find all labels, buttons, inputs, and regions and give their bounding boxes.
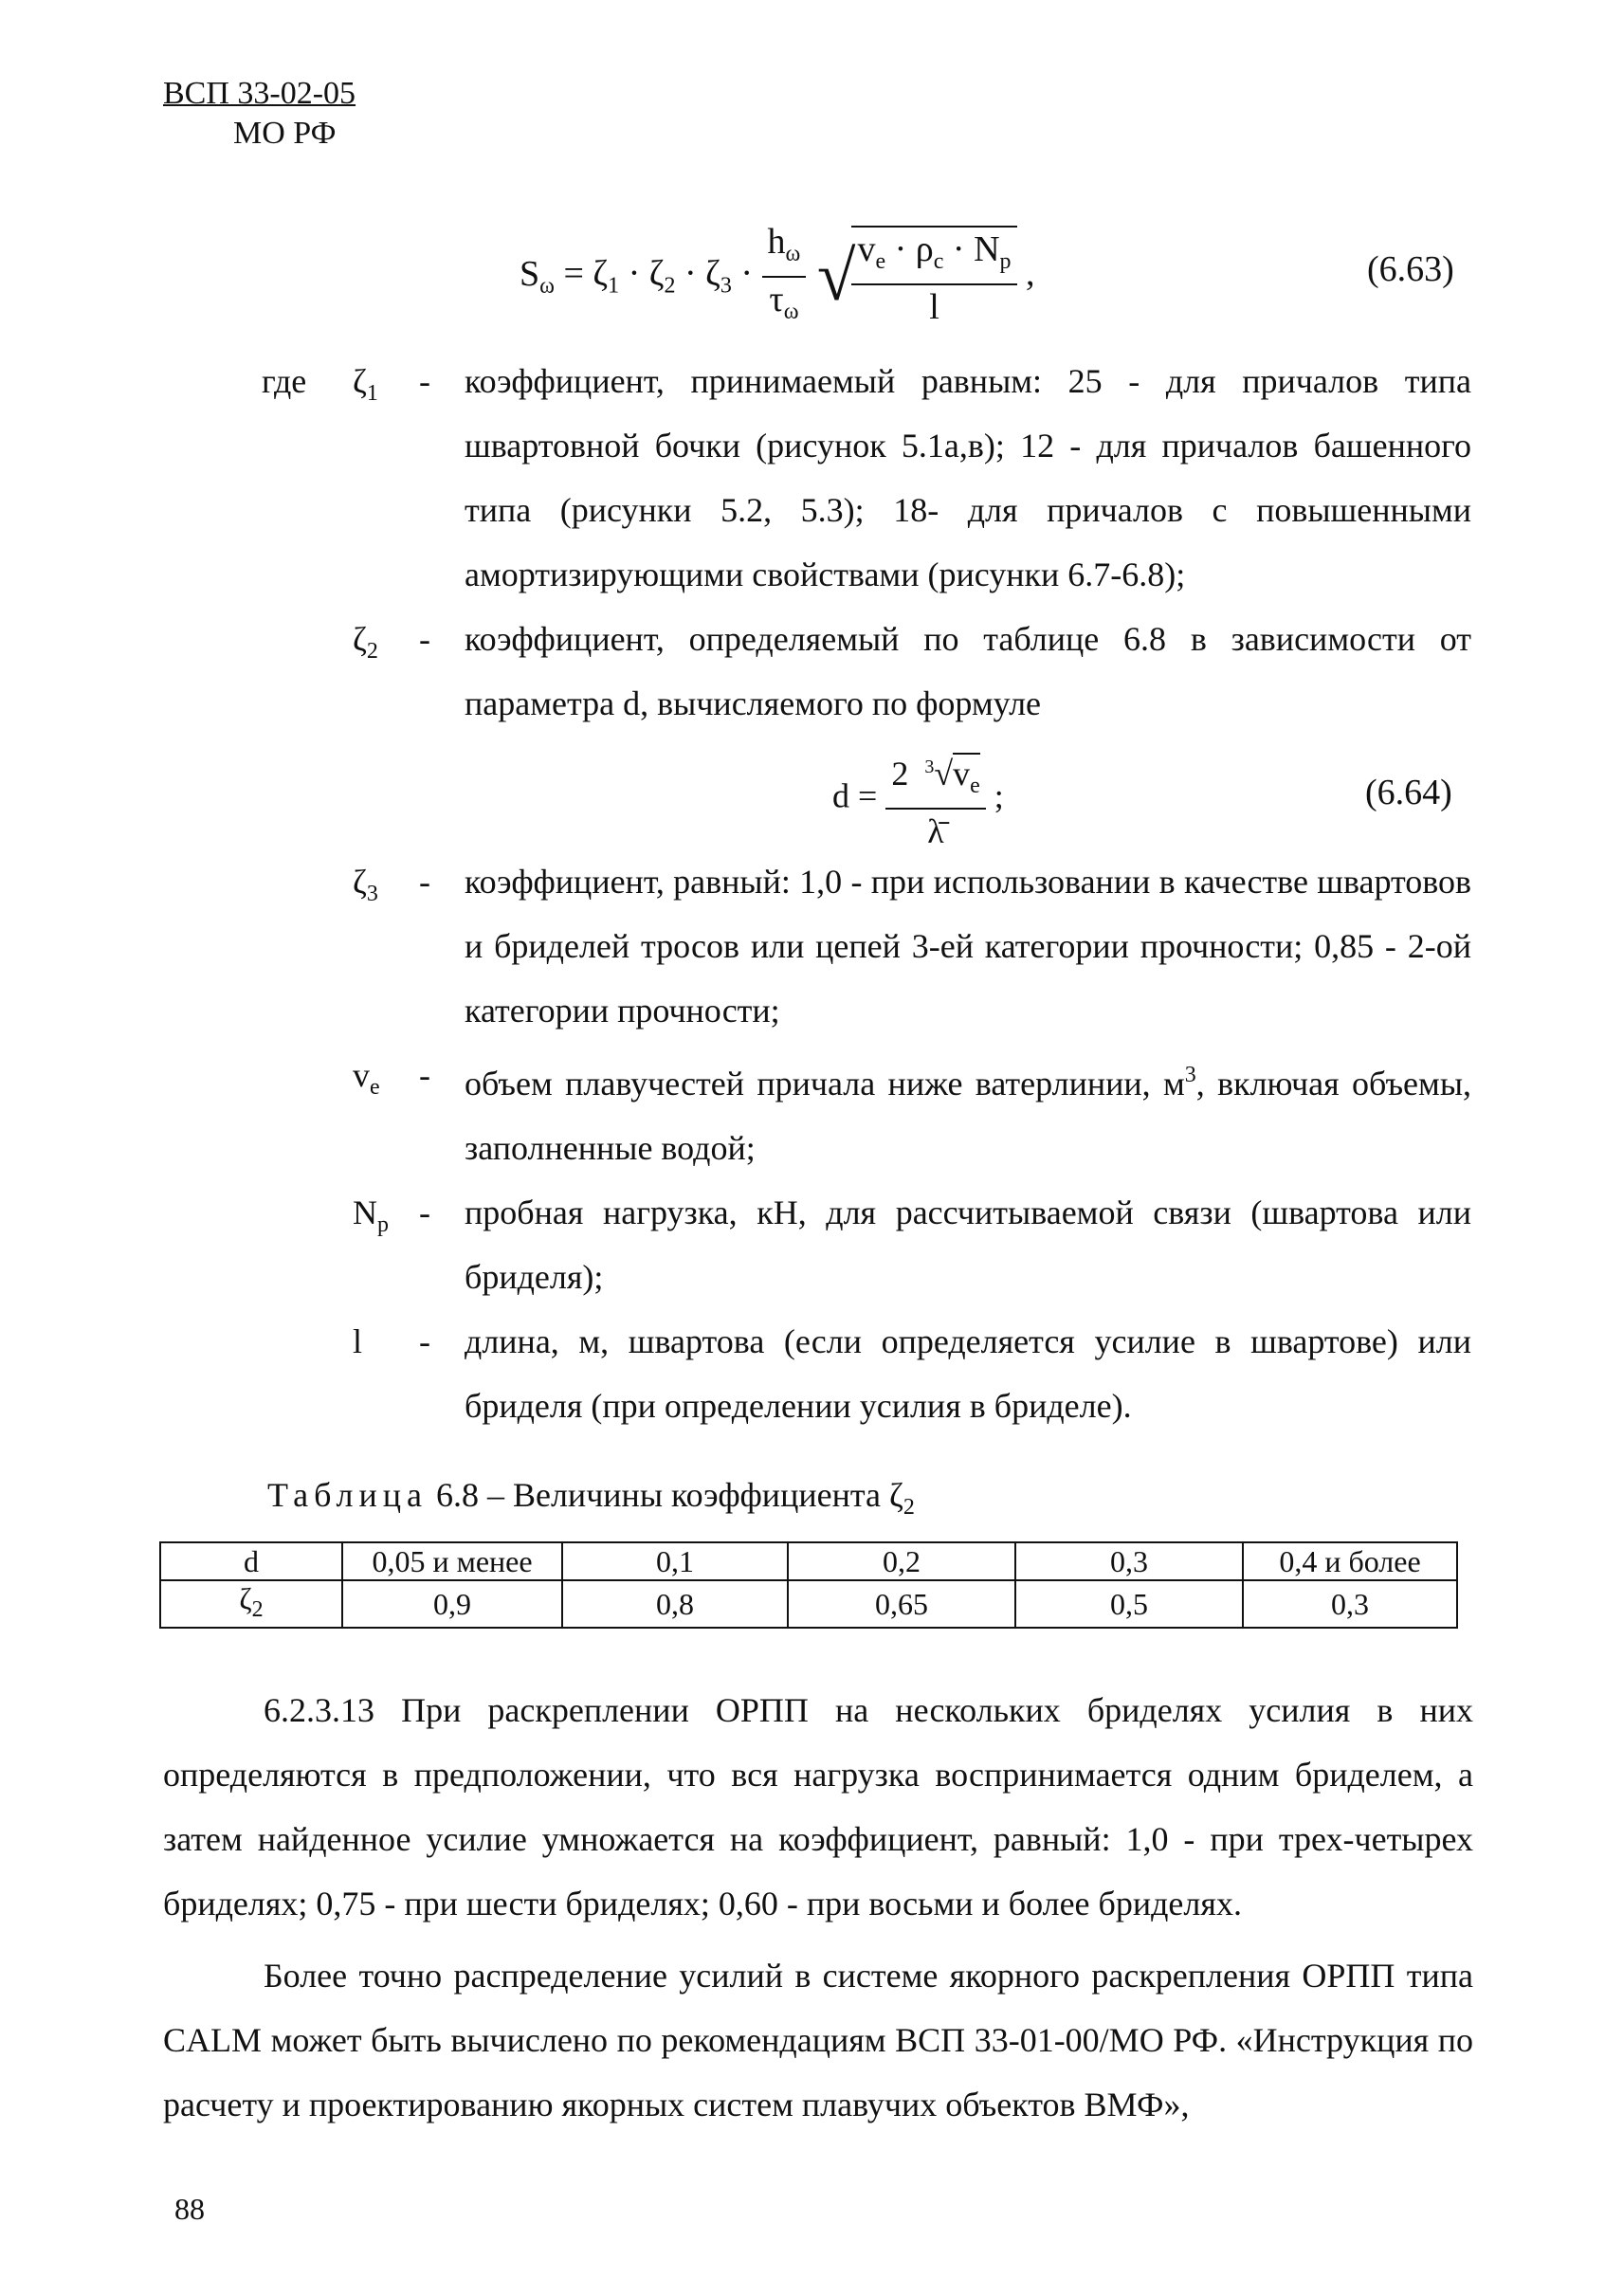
table-caption-text: 6.8 – Величины коэффициента ζ bbox=[435, 1476, 903, 1514]
formula-zeta2-sub: 2 bbox=[664, 273, 676, 299]
definition-dash: - bbox=[419, 362, 430, 400]
table-header-cell: 0,3 bbox=[1015, 1542, 1243, 1580]
formula-lhs-sub: ω bbox=[539, 273, 555, 299]
root-sign: √ bbox=[934, 755, 954, 793]
paragraph-text: Более точно распределение усилий в системе якорного раскрепления ОРПП типа CALM может быть вычислено по рекомендациям ВСП 33-01-00/МО РФ. «Инструкция по расчету и проектированию якорных систем плавучих объектов ВМФ», bbox=[163, 1957, 1473, 2123]
definition-text: пробная нагрузка, кН, для рассчитываемой связи (швартова или бриделя); bbox=[465, 1194, 1471, 1296]
sqrt-sign: √ bbox=[816, 238, 856, 316]
symbol-zeta: ζ bbox=[353, 362, 367, 400]
row-label-symbol: ζ bbox=[239, 1581, 252, 1615]
definition-symbol bbox=[353, 349, 378, 426]
symbol-subscript: e bbox=[370, 1075, 380, 1100]
table-caption-subscript: 2 bbox=[903, 1495, 915, 1520]
table-header-row bbox=[160, 1542, 1457, 1580]
formula-fraction-d bbox=[885, 745, 985, 853]
table-row-label bbox=[160, 1580, 342, 1628]
definition-text: длина, м, швартова (если определяется усилие в швартове) или бриделя (при определении усилия в бриделе). bbox=[465, 1322, 1471, 1425]
formula-l: l bbox=[929, 286, 939, 327]
formula-zeta3-sub: 3 bbox=[720, 273, 732, 299]
symbol-subscript: 1 bbox=[366, 381, 378, 406]
definition-ve bbox=[275, 1043, 1471, 1180]
definition-l bbox=[275, 1309, 1471, 1438]
symbol-definitions bbox=[262, 349, 1472, 1438]
table-header-cell: 0,2 bbox=[788, 1542, 1015, 1580]
table-header-cell: 0,1 bbox=[562, 1542, 788, 1580]
definition-dash: - bbox=[419, 1194, 430, 1231]
formula-N-sub: p bbox=[999, 248, 1012, 274]
definition-zeta2 bbox=[275, 607, 1471, 736]
table-cell: 0,9 bbox=[342, 1580, 562, 1628]
formula-semicolon: ; bbox=[994, 776, 1004, 815]
formula-zeta2: ζ bbox=[648, 253, 665, 294]
table-cell: 0,65 bbox=[788, 1580, 1015, 1628]
definition-symbol bbox=[353, 1180, 389, 1257]
formula-tau-sub: ω bbox=[783, 300, 799, 324]
definition-symbol bbox=[353, 849, 378, 926]
formula-coefficient: 2 bbox=[891, 755, 909, 793]
symbol-subscript: p bbox=[377, 1212, 389, 1237]
definition-text bbox=[465, 1043, 1471, 1180]
definition-np bbox=[275, 1180, 1471, 1309]
document-code: ВСП 33-02-05 bbox=[163, 76, 356, 111]
table-cell: 0,8 bbox=[562, 1580, 788, 1628]
formula-tau: τ bbox=[769, 280, 784, 319]
definition-zeta1 bbox=[262, 349, 1471, 607]
table-cell: 0,5 bbox=[1015, 1580, 1243, 1628]
table-caption bbox=[267, 1475, 915, 1521]
document-header bbox=[163, 74, 356, 154]
formula-6-64: d = $\frac{2 ^3√v_e}{\lambdā}$ ; bbox=[832, 745, 1004, 853]
symbol-subscript: 3 bbox=[366, 882, 378, 906]
definition-text-part: , включая объемы, заполненные водой; bbox=[465, 1065, 1472, 1167]
unit-superscript: 3 bbox=[1184, 1063, 1196, 1087]
document-organization: МО РФ bbox=[233, 116, 337, 151]
formula-lhs: S bbox=[520, 253, 540, 294]
formula-6-63: $S_\omega = \zeta_1 \cdot \zeta_2 \cdot \zeta_3$ · $\frac{h_\omega}{\tau_\omega}$ √ $\frac{v_e \cdot \rho_c \cdot N_p}{l}$ , bbox=[520, 220, 1035, 334]
symbol-l: l bbox=[353, 1322, 363, 1360]
table-row bbox=[160, 1580, 1457, 1628]
definition-text: коэффициент, равный: 1,0 - при использовании в качестве швартовов и бриделей тросов или цепей 3-ей категории прочности; 0,85 - 2-ой категории прочности; bbox=[465, 863, 1471, 1030]
symbol-v: v bbox=[353, 1056, 370, 1094]
definition-text: коэффициент, принимаемый равным: 25 - для причалов типа швартовной бочки (рисунок 5.1а,в); 12 - для причалов башенного типа (рисунки 5.2, 5.3); 18- для причалов с повышенными амортизирующими свойствами (рисунки 6.7-6.8); bbox=[465, 362, 1471, 593]
formula-lambda: λ̄ bbox=[927, 812, 944, 850]
definition-dash: - bbox=[419, 620, 430, 658]
table-header-cell: 0,05 и менее bbox=[342, 1542, 562, 1580]
definition-dash: - bbox=[419, 1056, 430, 1094]
table-header-cell: d bbox=[160, 1542, 342, 1580]
formula-v: v bbox=[857, 228, 876, 269]
formula-rho-sub: c bbox=[933, 248, 944, 274]
definition-symbol bbox=[353, 1043, 380, 1120]
formula-fraction-h-tau bbox=[762, 220, 807, 334]
formula-h-sub: ω bbox=[785, 242, 801, 266]
formula-6-64-row bbox=[275, 736, 1471, 849]
paragraph-text: 6.2.3.13 При раскреплении ОРПП на нескольких бриделях усилия в них определяются в предположении, что вся нагрузка воспринимается одним бриделем, а затем найденное усилие умножается на коэффициент, равный: 1,0 - при трех-четырех бриделях; 0,75 - при шести бриделях; 0,60 - при восьми и более бриделях. bbox=[163, 1691, 1473, 1922]
formula-sqrt-fraction: $\frac{v_e \cdot \rho_c \cdot N_p}{l}$ bbox=[851, 226, 1016, 329]
equation-number-6-64: (6.64) bbox=[1365, 773, 1452, 812]
formula-v: v bbox=[953, 755, 971, 793]
symbol-zeta: ζ bbox=[353, 863, 367, 901]
definition-zeta3 bbox=[275, 849, 1471, 1043]
formula-zeta3: ζ bbox=[705, 253, 720, 294]
formula-h: h bbox=[767, 222, 786, 262]
definition-text-part: объем плавучестей причала ниже ватерлинии, м bbox=[465, 1065, 1185, 1102]
table-cell: 0,3 bbox=[1243, 1580, 1457, 1628]
symbol-subscript: 2 bbox=[366, 639, 378, 664]
definition-text: коэффициент, определяемый по таблице 6.8 в зависимости от параметра d, вычисляемого по формуле bbox=[465, 620, 1471, 722]
definition-symbol bbox=[353, 1309, 362, 1374]
table-caption-word: Таблица bbox=[267, 1476, 428, 1514]
paragraph-6-2-3-13 bbox=[163, 1678, 1473, 1936]
definition-symbol bbox=[353, 607, 378, 683]
formula-N: N bbox=[974, 228, 1000, 269]
root-index: 3 bbox=[924, 756, 935, 777]
equation-number-6-63: (6.63) bbox=[1367, 249, 1454, 289]
paragraph-calm bbox=[163, 1943, 1473, 2137]
symbol-N: N bbox=[353, 1194, 377, 1231]
coefficient-table bbox=[159, 1541, 1458, 1629]
table-header-cell: 0,4 и более bbox=[1243, 1542, 1457, 1580]
definition-dash: - bbox=[419, 1322, 430, 1360]
formula-rho: ρ bbox=[915, 228, 934, 269]
definition-dash: - bbox=[419, 863, 430, 901]
formula-zeta1-sub: 1 bbox=[608, 273, 620, 299]
formula-zeta1: ζ bbox=[593, 253, 609, 294]
page-number: 88 bbox=[174, 2192, 205, 2226]
symbol-zeta: ζ bbox=[353, 620, 367, 658]
formula-d: d bbox=[832, 776, 849, 815]
formula-v-sub: e bbox=[875, 248, 886, 274]
definition-lead-word: где bbox=[262, 362, 307, 400]
row-label-subscript: 2 bbox=[251, 1597, 264, 1622]
formula-v-sub: e bbox=[970, 774, 980, 798]
